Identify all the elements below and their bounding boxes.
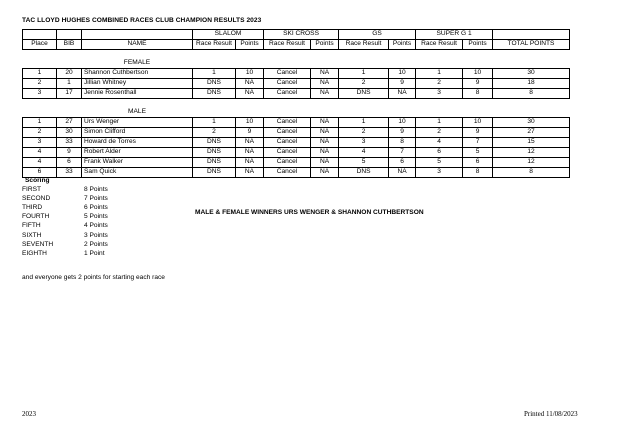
col-race-result: Race Result: [264, 40, 311, 50]
cell-total-points: 8: [493, 89, 570, 99]
scoring-place: FIFTH: [22, 222, 41, 230]
scoring-item: [22, 212, 108, 221]
cell-slalom-points: NA: [236, 89, 264, 99]
scoring-item: [22, 194, 108, 203]
cell-name: Frank Walker: [82, 158, 193, 168]
table-row: [23, 128, 570, 138]
scoring-points: 6 Points: [84, 204, 108, 212]
cell-super-g-points: 6: [463, 158, 493, 168]
cell-bib: 1: [57, 79, 82, 89]
cell-total-points: 30: [493, 118, 570, 128]
cell-slalom-points: NA: [236, 79, 264, 89]
cell-place: 1: [23, 118, 57, 128]
cell-gs-result: 3: [339, 138, 389, 148]
cell-super-g-points: 10: [463, 69, 493, 79]
cell-super-g-points: 8: [463, 89, 493, 99]
cell-gs-result: 4: [339, 148, 389, 158]
results-table: [22, 29, 570, 178]
cell-ski-cross-points: NA: [311, 158, 339, 168]
col-race-result: Race Result: [416, 40, 463, 50]
cell-gs-points: 8: [389, 138, 416, 148]
scoring-points: 7 Points: [84, 195, 108, 203]
cell-slalom-result: DNS: [193, 148, 236, 158]
cell-gs-result: DNS: [339, 89, 389, 99]
scoring-item: [22, 231, 108, 240]
scoring-points: 5 Points: [84, 213, 108, 221]
document-title: TAC LLOYD HUGHES COMBINED RACES CLUB CHAMPION RESULTS 2023: [22, 17, 262, 24]
cell-gs-result: 2: [339, 128, 389, 138]
table-row: [23, 79, 570, 89]
cell-super-g-points: 9: [463, 79, 493, 89]
scoring-points: 4 Points: [84, 222, 108, 230]
col-points: Points: [389, 40, 416, 50]
scoring-item: [22, 249, 108, 258]
cell-name: Shannon Cuthbertson: [82, 69, 193, 79]
cell-ski-cross-result: Cancel: [264, 128, 311, 138]
cell-super-g-points: 8: [463, 168, 493, 178]
cell-ski-cross-points: NA: [311, 118, 339, 128]
cell-ski-cross-result: Cancel: [264, 118, 311, 128]
cell-bib: 6: [57, 158, 82, 168]
cell-gs-points: 9: [389, 128, 416, 138]
cell-slalom-result: DNS: [193, 89, 236, 99]
scoring-place: EIGHTH: [22, 249, 47, 257]
cell-slalom-result: 2: [193, 128, 236, 138]
cell-place: 1: [23, 69, 57, 79]
table-row: [23, 69, 570, 79]
results-body: [23, 50, 570, 178]
cell-gs-points: NA: [389, 168, 416, 178]
cell-place: 6: [23, 168, 57, 178]
cell-name: Howard de Torres: [82, 138, 193, 148]
cell-gs-points: 6: [389, 158, 416, 168]
cell-super-g-result: 3: [416, 168, 463, 178]
cell-total-points: 27: [493, 128, 570, 138]
col-place: Place: [23, 40, 57, 50]
event-header-super-g: SUPER G 1: [416, 30, 493, 40]
cell-name: Simon Clifford: [82, 128, 193, 138]
cell-place: 2: [23, 79, 57, 89]
cell-bib: 27: [57, 118, 82, 128]
cell-slalom-result: DNS: [193, 138, 236, 148]
cell-super-g-result: 2: [416, 79, 463, 89]
scoring-place: THIRD: [22, 204, 43, 212]
cell-total-points: 12: [493, 158, 570, 168]
cell-bib: 33: [57, 168, 82, 178]
event-header-ski-cross: SKI CROSS: [264, 30, 339, 40]
cell-gs-result: DNS: [339, 168, 389, 178]
cell-super-g-result: 3: [416, 89, 463, 99]
table-row: [23, 158, 570, 168]
table-row: [23, 118, 570, 128]
cell-slalom-points: NA: [236, 138, 264, 148]
cell-total-points: 8: [493, 168, 570, 178]
winners-announcement: MALE & FEMALE WINNERS URS WENGER & SHANNON CUTHBERTSON: [195, 209, 424, 216]
cell-ski-cross-result: Cancel: [264, 168, 311, 178]
cell-name: Robert Alder: [82, 148, 193, 158]
scoring-place: FOURTH: [22, 213, 50, 221]
event-header-gs: GS: [339, 30, 416, 40]
cell-name: Sam Quick: [82, 168, 193, 178]
cell-place: 2: [23, 128, 57, 138]
cell-super-g-points: 9: [463, 128, 493, 138]
cell-gs-result: 5: [339, 158, 389, 168]
footer-year: 2023: [22, 410, 36, 418]
cell-ski-cross-points: NA: [311, 138, 339, 148]
cell-gs-points: NA: [389, 89, 416, 99]
cell-place: 4: [23, 158, 57, 168]
cell-gs-points: 10: [389, 69, 416, 79]
cell-total-points: 18: [493, 79, 570, 89]
scoring-item: [22, 203, 108, 212]
cell-gs-points: 9: [389, 79, 416, 89]
cell-slalom-points: 9: [236, 128, 264, 138]
cell-name: Jillian Whitney: [82, 79, 193, 89]
cell-place: 4: [23, 148, 57, 158]
scoring-place: FIRST: [22, 186, 42, 194]
scoring-item: [22, 240, 108, 249]
cell-gs-points: 7: [389, 148, 416, 158]
cell-slalom-result: DNS: [193, 158, 236, 168]
table-row: [23, 89, 570, 99]
cell-place: 3: [23, 89, 57, 99]
scoring-legend: [22, 176, 108, 258]
cell-slalom-points: 10: [236, 118, 264, 128]
cell-ski-cross-result: Cancel: [264, 79, 311, 89]
scoring-place: SECOND: [22, 195, 51, 203]
cell-place: 3: [23, 138, 57, 148]
cell-bib: 30: [57, 128, 82, 138]
section-label: FEMALE: [123, 59, 151, 67]
cell-slalom-points: NA: [236, 158, 264, 168]
cell-slalom-result: DNS: [193, 79, 236, 89]
event-header-slalom: SLALOM: [193, 30, 264, 40]
cell-ski-cross-result: Cancel: [264, 148, 311, 158]
cell-ski-cross-points: NA: [311, 168, 339, 178]
cell-ski-cross-points: NA: [311, 128, 339, 138]
section-spacer: [23, 50, 570, 60]
cell-slalom-points: 10: [236, 69, 264, 79]
cell-slalom-points: NA: [236, 168, 264, 178]
section-label: MALE: [128, 108, 146, 116]
col-name: NAME: [82, 40, 193, 50]
cell-ski-cross-points: NA: [311, 89, 339, 99]
cell-gs-result: 1: [339, 69, 389, 79]
cell-super-g-result: 6: [416, 148, 463, 158]
table-row: [23, 138, 570, 148]
cell-total-points: 30: [493, 69, 570, 79]
cell-ski-cross-points: NA: [311, 79, 339, 89]
scoring-item: [22, 185, 108, 194]
table-row: [23, 148, 570, 158]
cell-bib: 20: [57, 69, 82, 79]
cell-super-g-result: 2: [416, 128, 463, 138]
cell-bib: 33: [57, 138, 82, 148]
column-header-row: [23, 40, 570, 50]
scoring-points: 3 Points: [84, 231, 108, 239]
cell-super-g-result: 4: [416, 138, 463, 148]
event-header-row: [23, 30, 570, 40]
cell-super-g-result: 5: [416, 158, 463, 168]
col-race-result: Race Result: [193, 40, 236, 50]
col-points: Points: [463, 40, 493, 50]
cell-gs-result: 2: [339, 79, 389, 89]
col-points: Points: [236, 40, 264, 50]
cell-ski-cross-points: NA: [311, 148, 339, 158]
cell-ski-cross-result: Cancel: [264, 158, 311, 168]
section-header-row: [23, 108, 570, 118]
cell-ski-cross-result: Cancel: [264, 89, 311, 99]
cell-gs-points: 10: [389, 118, 416, 128]
section-header-row: [23, 59, 570, 69]
cell-name: Urs Wenger: [82, 118, 193, 128]
cell-super-g-points: 7: [463, 138, 493, 148]
scoring-place: SEVENTH: [22, 240, 54, 248]
cell-gs-result: 1: [339, 118, 389, 128]
cell-super-g-points: 5: [463, 148, 493, 158]
cell-slalom-result: 1: [193, 69, 236, 79]
cell-bib: 9: [57, 148, 82, 158]
cell-ski-cross-result: Cancel: [264, 138, 311, 148]
scoring-item: [22, 221, 108, 230]
cell-ski-cross-result: Cancel: [264, 69, 311, 79]
cell-slalom-result: 1: [193, 118, 236, 128]
scoring-points: 8 Points: [84, 186, 108, 194]
col-race-result: Race Result: [339, 40, 389, 50]
starting-points-note: and everyone gets 2 points for starting each race: [22, 274, 165, 281]
scoring-points: 1 Point: [84, 249, 105, 257]
col-points: Points: [311, 40, 339, 50]
cell-bib: 17: [57, 89, 82, 99]
cell-total-points: 12: [493, 148, 570, 158]
scoring-list: [22, 185, 108, 258]
cell-name: Jennie Rosenthall: [82, 89, 193, 99]
scoring-points: 2 Points: [84, 240, 108, 248]
cell-slalom-result: DNS: [193, 168, 236, 178]
cell-slalom-points: NA: [236, 148, 264, 158]
cell-super-g-result: 1: [416, 69, 463, 79]
cell-ski-cross-points: NA: [311, 69, 339, 79]
col-total-points: TOTAL POINTS: [493, 40, 570, 50]
col-bib: BIB: [57, 40, 82, 50]
scoring-place: SIXTH: [22, 231, 42, 239]
cell-super-g-points: 10: [463, 118, 493, 128]
section-spacer: [23, 99, 570, 109]
footer-printed-date: Printed 11/08/2023: [524, 410, 578, 418]
scoring-heading: Scoring: [25, 177, 50, 184]
cell-super-g-result: 1: [416, 118, 463, 128]
cell-total-points: 15: [493, 138, 570, 148]
